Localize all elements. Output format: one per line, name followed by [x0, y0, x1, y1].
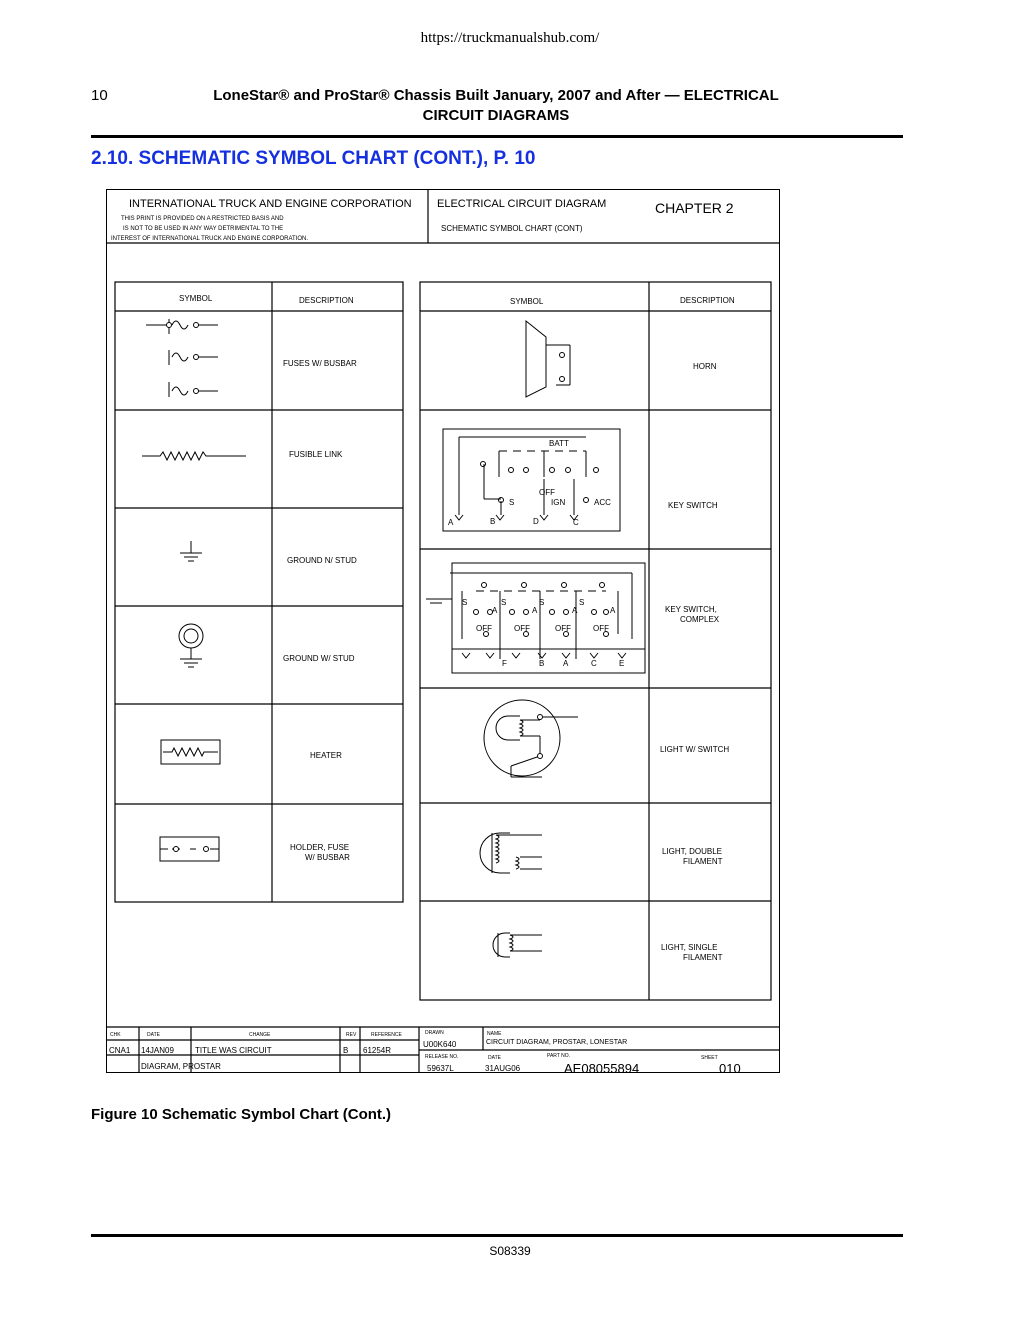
- key-switch-symbol: [443, 429, 620, 531]
- rev-change: TITLE WAS CIRCUIT: [195, 1046, 272, 1055]
- horn-symbol: [526, 321, 570, 397]
- ksc-off-label-3: OFF: [555, 624, 571, 633]
- ks-off-label: OFF: [539, 488, 555, 497]
- desc-light-double-2: FILAMENT: [683, 857, 723, 866]
- ksc-off-label-2: OFF: [514, 624, 530, 633]
- ks-s-label: S: [509, 498, 515, 507]
- ks-acc-label: ACC: [594, 498, 611, 507]
- ksc-b-label: B: [539, 659, 545, 668]
- right-symbol-header: SYMBOL: [510, 297, 544, 306]
- desc-ground-stud: GROUND W/ STUD: [283, 654, 355, 663]
- light-switch-symbol: [484, 700, 578, 777]
- running-header: [170, 86, 822, 126]
- name-value: CIRCUIT DIAGRAM, PROSTAR, LONESTAR: [486, 1039, 628, 1046]
- ksc-s-label-4: S: [579, 598, 585, 607]
- ksc-off-label-4: OFF: [593, 624, 609, 633]
- notice-line-3: INTEREST OF INTERNATIONAL TRUCK AND ENGINE CORPORATION.: [111, 236, 309, 242]
- desc-light-double-1: LIGHT, DOUBLE: [662, 847, 723, 856]
- desc-key-switch-complex-2: COMPLEX: [680, 615, 720, 624]
- desc-fuses-busbar: FUSES W/ BUSBAR: [283, 359, 357, 368]
- release-label: RELEASE NO.: [425, 1054, 459, 1060]
- rev-rev: B: [343, 1046, 349, 1055]
- header-line-1: LoneStar® and ProStar® Chassis Built January, 2007 and After — ELECTRICAL: [213, 87, 779, 104]
- desc-key-switch: KEY SWITCH: [668, 501, 718, 510]
- right-description-header: DESCRIPTION: [680, 296, 735, 305]
- desc-fuse-holder-1: HOLDER, FUSE: [290, 843, 350, 852]
- sheet-value: 010: [719, 1061, 741, 1076]
- key-switch-complex-symbol: [426, 563, 645, 673]
- ksc-s-label-1: S: [462, 598, 468, 607]
- diagram-type: ELECTRICAL CIRCUIT DIAGRAM: [437, 198, 607, 210]
- date-label: DATE: [488, 1055, 501, 1061]
- rev-chk: CNA1: [109, 1046, 131, 1055]
- ksc-off-label-1: OFF: [476, 624, 492, 633]
- rev-date: 14JAN09: [141, 1046, 174, 1055]
- heater-symbol: [161, 740, 220, 764]
- ksc-e-label: E: [619, 659, 625, 668]
- rev-rev-header: REV: [346, 1032, 357, 1038]
- name-label: NAME: [487, 1031, 502, 1037]
- title-subtitle: SCHEMATIC SYMBOL CHART (CONT): [441, 224, 583, 233]
- figure-caption: Figure 10 Schematic Symbol Chart (Cont.): [91, 1106, 392, 1123]
- part-label: PART NO.: [547, 1053, 571, 1059]
- ksc-s-label-2: S: [501, 598, 507, 607]
- left-symbol-header: SYMBOL: [179, 294, 213, 303]
- chapter-label: CHAPTER 2: [655, 200, 734, 216]
- ksc-a-label-5: A: [563, 659, 569, 668]
- desc-heater: HEATER: [310, 751, 342, 760]
- footer-code: S08339: [489, 1244, 531, 1258]
- notice-line-1: THIS PRINT IS PROVIDED ON A RESTRICTED BASIS AND: [121, 216, 284, 222]
- ground-stud-symbol: [179, 624, 203, 667]
- desc-light-single-1: LIGHT, SINGLE: [661, 943, 718, 952]
- notice-line-2: IS NOT TO BE USED IN ANY WAY DETRIMENTAL TO THE: [123, 226, 284, 232]
- ksc-c-label: C: [591, 659, 597, 668]
- sheet-label: SHEET: [701, 1055, 718, 1061]
- fusible-link-symbol: [142, 452, 246, 460]
- fuse-holder-symbol: [160, 837, 219, 861]
- rev-date-header: DATE: [147, 1032, 160, 1038]
- ks-b-label: B: [490, 517, 496, 526]
- rev-reference: 61254R: [363, 1046, 392, 1055]
- page-number: 10: [91, 87, 108, 104]
- desc-light-single-2: FILAMENT: [683, 953, 723, 962]
- desc-fuse-holder-2: W/ BUSBAR: [305, 853, 350, 862]
- ks-ign-label: IGN: [551, 498, 566, 507]
- header-line-2: CIRCUIT DIAGRAMS: [422, 107, 570, 124]
- rev-chk-header: CHK: [110, 1032, 121, 1038]
- ks-c-label: C: [573, 518, 579, 527]
- desc-light-switch: LIGHT W/ SWITCH: [660, 745, 730, 754]
- footer-rule: [91, 1234, 903, 1237]
- ksc-s-label-3: S: [539, 598, 545, 607]
- part-value: AE08055894: [564, 1061, 640, 1076]
- ks-d-label: D: [533, 517, 539, 526]
- fuses-busbar-symbol: [146, 319, 218, 397]
- desc-fusible-link: FUSIBLE LINK: [289, 450, 343, 459]
- left-description-header: DESCRIPTION: [299, 296, 354, 305]
- ground-no-stud-symbol: [180, 541, 202, 561]
- ks-a-label: A: [448, 518, 454, 527]
- company-name: INTERNATIONAL TRUCK AND ENGINE CORPORATION: [129, 198, 412, 210]
- section-title: 2.10. SCHEMATIC SYMBOL CHART (CONT.), P. 10: [91, 148, 536, 169]
- light-double-filament-symbol: [480, 833, 542, 873]
- header-rule: [91, 135, 903, 138]
- desc-ground-no-stud: GROUND N/ STUD: [287, 556, 357, 565]
- release-value: 59637L: [427, 1064, 454, 1073]
- rev-change-cont: DIAGRAM, PROSTAR: [141, 1062, 221, 1071]
- drawn-value: U00K640: [423, 1040, 457, 1049]
- ksc-a-label-2: A: [532, 606, 538, 615]
- light-single-filament-symbol: [493, 933, 542, 957]
- ksc-a-label-1: A: [492, 606, 498, 615]
- ksc-a-label-4: A: [610, 606, 616, 615]
- ksc-f-label: F: [502, 659, 507, 668]
- ks-batt-label: BATT: [549, 439, 569, 448]
- source-url: https://truckmanualshub.com/: [420, 30, 600, 46]
- date-value: 31AUG06: [485, 1064, 521, 1073]
- desc-key-switch-complex-1: KEY SWITCH,: [665, 605, 717, 614]
- rev-change-header: CHANGE: [249, 1032, 271, 1038]
- symbol-drawings: [106, 189, 780, 1073]
- drawing-frame: [106, 189, 780, 1076]
- desc-horn: HORN: [693, 362, 717, 371]
- drawn-label: DRAWN: [425, 1030, 444, 1036]
- ksc-a-label-3: A: [572, 606, 578, 615]
- rev-reference-header: REFERENCE: [371, 1032, 402, 1038]
